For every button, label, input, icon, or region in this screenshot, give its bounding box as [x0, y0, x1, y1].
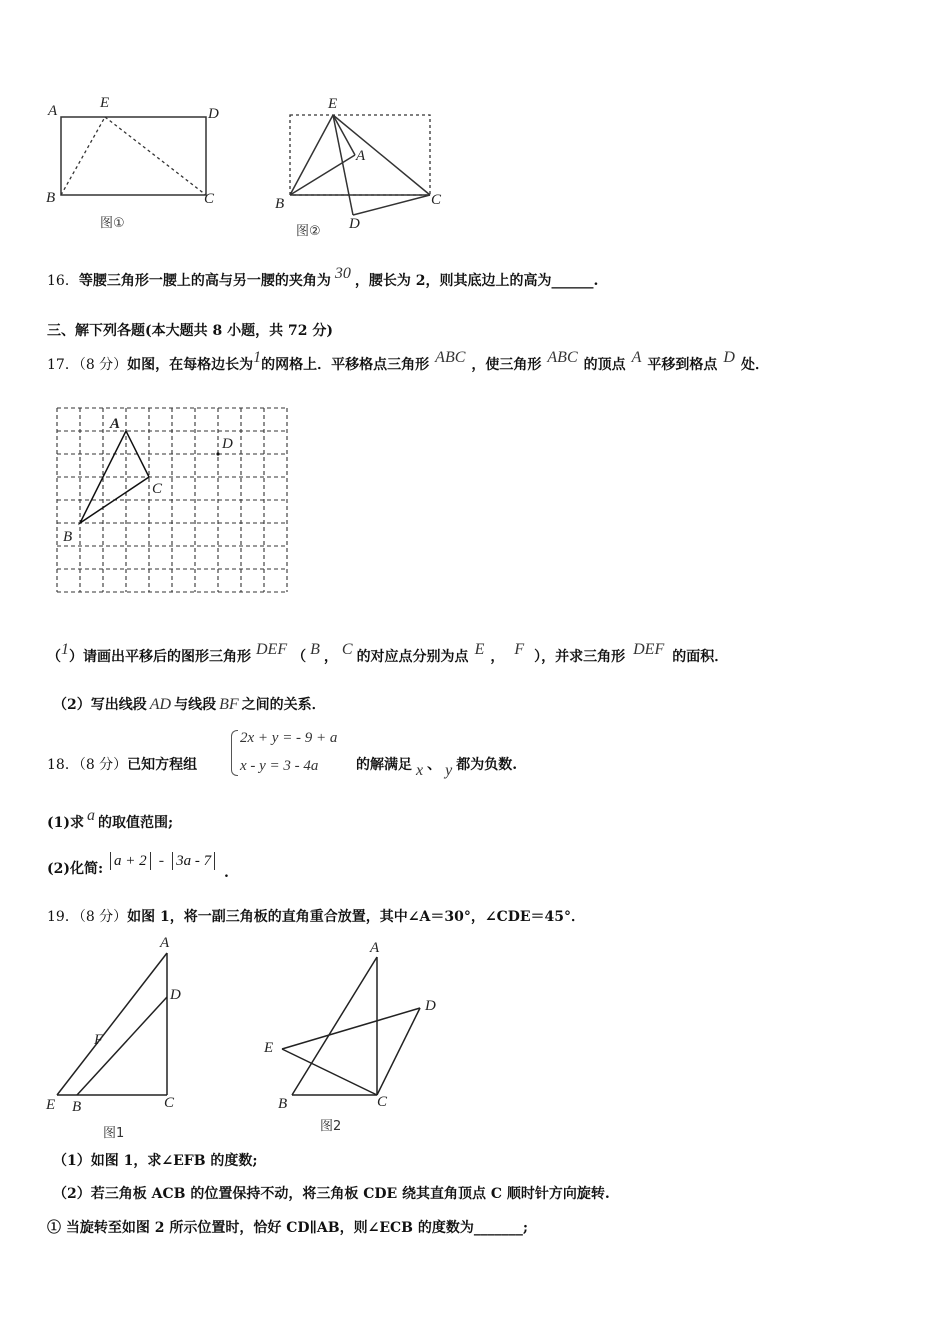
math-a: A: [631, 349, 642, 366]
label-f: F: [94, 1032, 104, 1048]
label-e: E: [328, 96, 338, 112]
grid-label-b: B: [63, 529, 73, 545]
question-text: 求: [70, 815, 84, 831]
math-abc: ABC: [547, 349, 578, 366]
grid-label-c: C: [152, 481, 163, 497]
question-number: 16．: [47, 273, 79, 289]
question-text: 的解满足: [356, 757, 412, 773]
label-b: B: [278, 1096, 288, 1112]
question-text: 都为负数.: [456, 757, 518, 773]
label-c: C: [164, 1095, 175, 1111]
figure-caption: 图1: [103, 1126, 125, 1141]
figure-2-drawing: [280, 100, 460, 240]
math-y: y: [445, 762, 453, 779]
answer-blank: ______: [551, 273, 594, 289]
figure-19-1-drawing: [45, 945, 205, 1125]
question-number: 17．（8 分）: [47, 357, 128, 373]
question-17-part-1: [47, 641, 729, 666]
math-e: E: [474, 641, 485, 658]
question-18-tail: [356, 756, 518, 779]
question-text: 的取值范围;: [98, 815, 174, 831]
question-text: 处．: [740, 357, 769, 373]
question-text: 的对应点分别为点: [356, 649, 469, 665]
label-c: C: [431, 192, 442, 208]
label-e: E: [46, 1097, 56, 1113]
bracket: （: [47, 649, 61, 665]
question-18-lead: [47, 756, 197, 774]
point-d: [216, 452, 219, 455]
question-text: 等腰三角形一腰上的高与另一腰的夹角为: [78, 273, 331, 289]
part-number: (2): [47, 861, 70, 877]
question-17-part-2: [53, 696, 326, 714]
question-text: ，腰长为 2，则其底边上的高为: [354, 273, 552, 289]
label-d: D: [208, 106, 219, 122]
question-text: 的面积．: [672, 649, 729, 665]
question-text: ，使三角形: [471, 357, 542, 373]
part-number: (1): [47, 815, 70, 831]
question-text: 的顶点: [583, 357, 626, 373]
semicolon: ;: [522, 1220, 529, 1236]
period: .: [593, 273, 599, 289]
label-a: A: [160, 935, 170, 951]
figure-1-caption: 图①: [100, 216, 125, 231]
label-d: D: [349, 216, 360, 232]
question-text: ），并求三角形: [534, 649, 626, 665]
question-number: 18．（8 分）: [47, 757, 128, 773]
question-text: （2）写出线段: [53, 697, 147, 713]
question-16: [47, 265, 599, 290]
segment-ed: [333, 115, 353, 215]
math-x: x: [416, 762, 424, 779]
question-text: 化简:: [70, 861, 104, 877]
question-text: 的网格上．平移格点三角形: [261, 357, 430, 373]
label-a: A: [48, 103, 58, 119]
label-a: A: [370, 940, 380, 956]
math-abc: ABC: [435, 349, 466, 366]
figure-caption: 图2: [320, 1119, 342, 1134]
section-heading: 三、解下列各题(本大题共 8 小题，共 72 分): [47, 323, 333, 339]
question-18-part-1: [47, 807, 174, 832]
math-d: D: [723, 349, 735, 366]
math-c: C: [341, 641, 353, 658]
label-c: C: [377, 1094, 388, 1110]
figure-19-2-drawing: [270, 945, 450, 1115]
label-d: D: [425, 998, 436, 1014]
segment-be: [61, 117, 105, 195]
math-ad: AD: [149, 696, 172, 713]
segment-ec: [333, 115, 430, 195]
math-b: B: [310, 641, 320, 658]
minus-sign: -: [158, 852, 165, 869]
label-d: D: [170, 987, 181, 1003]
label-b: B: [72, 1099, 82, 1115]
separator: ，: [323, 649, 338, 665]
equation-1: 2x + y = - 9 + a: [240, 730, 338, 746]
question-text: （: [292, 649, 307, 665]
question-text: 如图，在每格边长为: [127, 357, 254, 373]
question-text: ① 当旋转至如图 2 所示位置时，恰好 CD∥AB，则∠ECB 的度数为: [47, 1220, 474, 1236]
question-17: [47, 349, 769, 374]
equation-brace: [231, 730, 238, 776]
figure-2-caption: 图②: [296, 224, 321, 239]
question-19: [47, 908, 585, 926]
question-18-part-2: [47, 860, 103, 878]
grid-label-d: D: [222, 436, 233, 452]
math-def: DEF: [256, 641, 288, 658]
question-text: 平移到格点: [647, 357, 718, 373]
segment-ec: [105, 117, 206, 195]
math-one: 1: [253, 349, 262, 366]
math-bf: BF: [219, 696, 239, 713]
segment-dc: [353, 195, 430, 215]
label-b: B: [275, 196, 285, 212]
math-one: 1: [61, 641, 69, 658]
question-19-part-3: [47, 1219, 528, 1237]
question-text: 与线段: [174, 697, 217, 713]
grid-drawing: [54, 405, 294, 600]
segment-de: [282, 1008, 420, 1049]
question-19-part-2: （2）若三角板 ACB 的位置保持不动，将三角板 CDE 绕其直角顶点 C 顺时针方向旋转.: [53, 1186, 610, 1202]
answer-blank: _______: [473, 1220, 523, 1236]
segment-be: [290, 115, 333, 195]
absolute-value-expression: [110, 850, 215, 870]
label-a: A: [356, 148, 366, 164]
question-19-part-1: （1）如图 1，求∠EFB 的度数;: [53, 1153, 258, 1169]
question-text: 之间的关系．: [241, 697, 326, 713]
angle-value: 30: [334, 265, 351, 282]
separator: 、: [427, 757, 442, 773]
period: .: [224, 865, 229, 881]
math-a: a: [87, 807, 95, 824]
question-number: 19．（8 分）: [47, 909, 128, 925]
label-e: E: [100, 95, 110, 111]
abs-term-1: a + 2: [110, 852, 151, 870]
label-c: C: [204, 191, 215, 207]
segment-ae: [57, 953, 167, 1095]
separator: ，: [490, 649, 505, 665]
question-text: ）请画出平移后的图形三角形: [69, 649, 251, 665]
abs-term-2: 3a - 7: [172, 852, 215, 870]
segment-cd: [377, 1008, 420, 1095]
equation-2: x - y = 3 - 4a: [240, 758, 319, 774]
label-b: B: [46, 190, 56, 206]
math-f: F: [514, 641, 525, 658]
label-e: E: [264, 1040, 274, 1056]
grid-label-a: A: [110, 416, 121, 432]
math-def: DEF: [633, 641, 665, 658]
question-text: 已知方程组: [127, 757, 198, 773]
question-text: 如图 1，将一副三角板的直角重合放置，其中∠A＝30°，∠CDE＝45°．: [127, 909, 586, 925]
